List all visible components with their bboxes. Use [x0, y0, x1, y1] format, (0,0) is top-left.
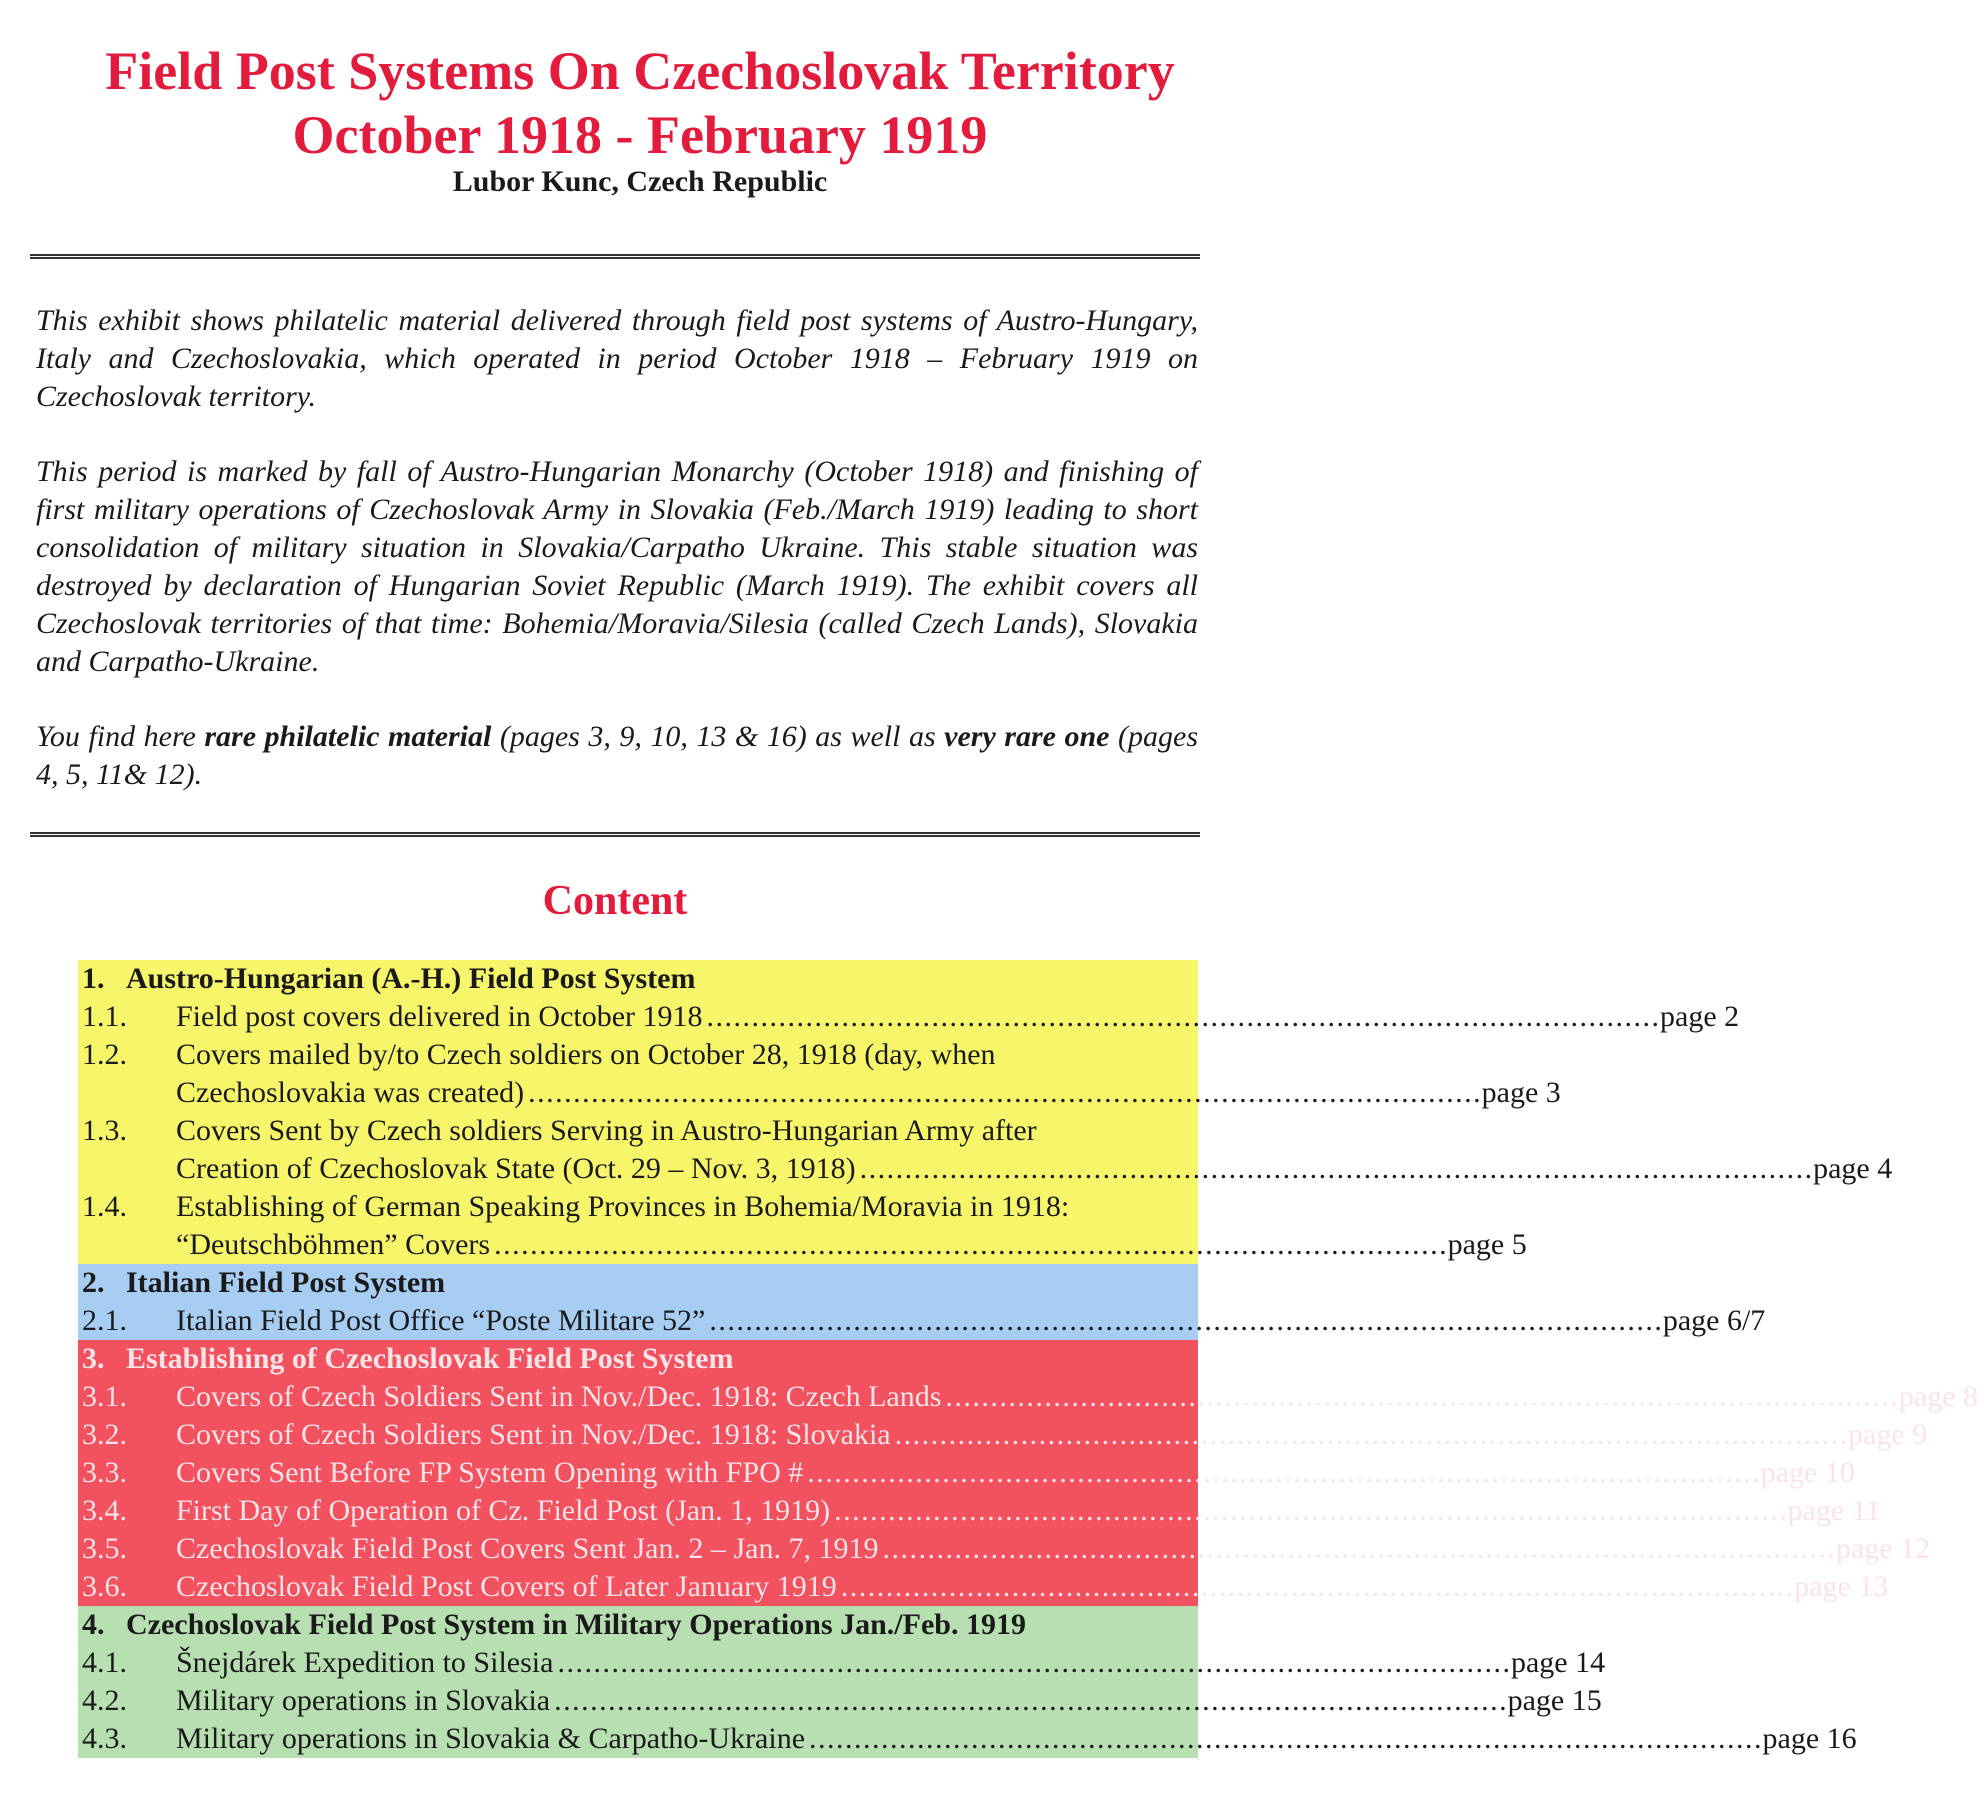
toc-entry: [78, 1644, 1606, 1682]
entry-title: Field post covers delivered in October 1918: [176, 1000, 703, 1033]
entry-number: 3.6.: [82, 1570, 127, 1603]
entry-number: 3.4.: [82, 1494, 127, 1527]
section-number: 1.: [82, 962, 105, 995]
emphasis-rare: rare philatelic material: [204, 720, 492, 753]
section-number: 2.: [82, 1266, 105, 1299]
toc-entry: [78, 1188, 1527, 1264]
section-heading: [78, 1264, 1198, 1302]
entry-page: page 3: [1481, 1076, 1561, 1109]
toc-section-2: [78, 1264, 1766, 1340]
entry-title: Establishing of German Speaking Provinces in Bohemia/Moravia in 1918:: [176, 1190, 1070, 1223]
dot-leader: [528, 1074, 1478, 1112]
section-heading: [78, 960, 1198, 998]
double-divider: [30, 832, 1200, 837]
entry-number: 1.4.: [82, 1190, 127, 1223]
entry-page: page 11: [1787, 1494, 1881, 1527]
double-divider: [30, 254, 1200, 259]
entry-title-cont: “Deutschböhmen” Covers: [176, 1228, 491, 1261]
intro-paragraph-2: This period is marked by fall of Austro-Hungarian Monarchy (October 1918) and finishing of first military operations of Czechoslovak Army in Slovakia (Feb./March 1919) leading to short consolidation of military situation in Slovakia/Carpatho Ukraine. This stable situation was destroyed by declaration of Hungarian Soviet Republic (March 1919). The exhibit covers all Czechoslovak territories of that time: Bohemia/Moravia/Silesia (called Czech Lands), Slovakia and Carpatho-Ukraine.: [36, 455, 1198, 678]
toc-section-1: [78, 960, 1893, 1264]
intro-paragraph-1: This exhibit shows philatelic material delivered through field post systems of Austro-Hungary, Italy and Czechoslovakia, which operated in period October 1918 – February 1919 on Czechoslovak territory.: [36, 304, 1198, 413]
dot-leader: [841, 1568, 1791, 1606]
section-title: Italian Field Post System: [126, 1266, 446, 1299]
dot-leader: [809, 1720, 1759, 1758]
toc-entry: [78, 1036, 1561, 1112]
entry-title: Military operations in Slovakia & Carpatho-Ukraine: [176, 1722, 806, 1755]
dot-leader: [807, 1454, 1757, 1492]
section-title: Austro-Hungarian (A.-H.) Field Post System: [126, 962, 696, 995]
entry-title: Covers Sent Before FP System Opening with FPO #: [176, 1456, 804, 1489]
entry-page: page 5: [1447, 1228, 1527, 1261]
section-number: 4.: [82, 1608, 105, 1641]
entry-title: Italian Field Post Office “Poste Militare 52”: [176, 1304, 706, 1337]
intro-text: You find here: [36, 720, 205, 753]
toc-entry: [78, 1112, 1893, 1188]
dot-leader: [709, 1302, 1659, 1340]
entry-page: page 15: [1507, 1684, 1602, 1717]
entry-page: page 16: [1762, 1722, 1857, 1755]
content-heading: Content: [542, 878, 688, 924]
section-number: 3.: [82, 1342, 105, 1375]
toc-entry: [78, 998, 1740, 1036]
entry-title: Czechoslovak Field Post Covers of Later January 1919: [176, 1570, 837, 1603]
toc-entry: [78, 1720, 1857, 1758]
entry-number: 3.3.: [82, 1456, 127, 1489]
entry-page: page 8: [1898, 1380, 1979, 1413]
page-subtitle-dates: October 1918 - February 1919: [292, 105, 988, 165]
section-title: Establishing of Czechoslovak Field Post System: [126, 1342, 734, 1375]
entry-title-cont: Creation of Czechoslovak State (Oct. 29 – Nov. 3, 1918): [176, 1152, 856, 1185]
entry-title: Military operations in Slovakia: [176, 1684, 551, 1717]
dot-leader: [834, 1492, 1784, 1530]
toc-section-3: [78, 1340, 1979, 1606]
entry-page: page 6/7: [1662, 1304, 1766, 1337]
entry-title: Czechoslovak Field Post Covers Sent Jan. 2 – Jan. 7, 1919: [176, 1532, 879, 1565]
entry-number: 1.2.: [82, 1038, 127, 1071]
entry-title: Covers Sent by Czech soldiers Serving in Austro-Hungarian Army after: [176, 1114, 1037, 1147]
entry-number: 2.1.: [82, 1304, 127, 1337]
entry-number: 1.3.: [82, 1114, 127, 1147]
intro-paragraph-3: [36, 718, 1198, 794]
table-of-contents: [78, 960, 1979, 1758]
entry-title-cont: Czechoslovakia was created): [176, 1076, 525, 1109]
entry-page: page 12: [1835, 1532, 1931, 1565]
entry-page: page 2: [1660, 1000, 1740, 1033]
dot-leader: [895, 1416, 1845, 1454]
entry-number: 1.1.: [82, 1000, 127, 1033]
entry-title: First Day of Operation of Cz. Field Post (Jan. 1, 1919): [176, 1494, 831, 1527]
dot-leader: [707, 998, 1657, 1036]
toc-entry: [78, 1378, 1979, 1416]
entry-page: page 4: [1813, 1152, 1893, 1185]
entry-number: 3.1.: [82, 1380, 127, 1413]
toc-entry: [78, 1530, 1931, 1568]
entry-title: Covers of Czech Soldiers Sent in Nov./Dec. 1918: Slovakia: [176, 1418, 891, 1451]
entry-title: Covers of Czech Soldiers Sent in Nov./Dec. 1918: Czech Lands: [176, 1380, 942, 1413]
dot-leader: [494, 1226, 1444, 1264]
toc-entry: [78, 1454, 1855, 1492]
section-heading: [78, 1340, 1198, 1378]
entry-number: 3.2.: [82, 1418, 127, 1451]
intro-text: (pages 4, 5, 11& 12).: [36, 720, 1198, 791]
entry-number: 3.5.: [82, 1532, 127, 1565]
toc-entry: [78, 1682, 1602, 1720]
entry-number: 4.2.: [82, 1684, 127, 1717]
toc-entry: [78, 1492, 1881, 1530]
intro-text: (pages 3, 9, 10, 13 & 16) as well as: [491, 720, 945, 753]
page-title: Field Post Systems On Czechoslovak Territory: [105, 41, 1175, 101]
entry-number: 4.3.: [82, 1722, 127, 1755]
entry-title: Šnejdárek Expedition to Silesia: [176, 1646, 554, 1679]
entry-page: page 13: [1794, 1570, 1889, 1603]
dot-leader: [882, 1530, 1832, 1568]
toc-section-4: [78, 1606, 1857, 1758]
section-heading: [78, 1606, 1198, 1644]
dot-leader: [860, 1150, 1810, 1188]
author-line: Lubor Kunc, Czech Republic: [452, 165, 828, 198]
section-title: Czechoslovak Field Post System in Military Operations Jan./Feb. 1919: [126, 1608, 1026, 1641]
entry-page: page 9: [1848, 1418, 1928, 1451]
dot-leader: [557, 1644, 1507, 1682]
dot-leader: [554, 1682, 1504, 1720]
entry-page: page 14: [1510, 1646, 1606, 1679]
entry-title: Covers mailed by/to Czech soldiers on October 28, 1918 (day, when: [176, 1038, 996, 1071]
toc-entry: [78, 1416, 1928, 1454]
entry-page: page 10: [1760, 1456, 1855, 1489]
emphasis-very-rare: very rare one: [944, 720, 1110, 753]
entry-number: 4.1.: [82, 1646, 127, 1679]
dot-leader: [945, 1378, 1895, 1416]
toc-entry: [78, 1302, 1766, 1340]
toc-entry: [78, 1568, 1889, 1606]
